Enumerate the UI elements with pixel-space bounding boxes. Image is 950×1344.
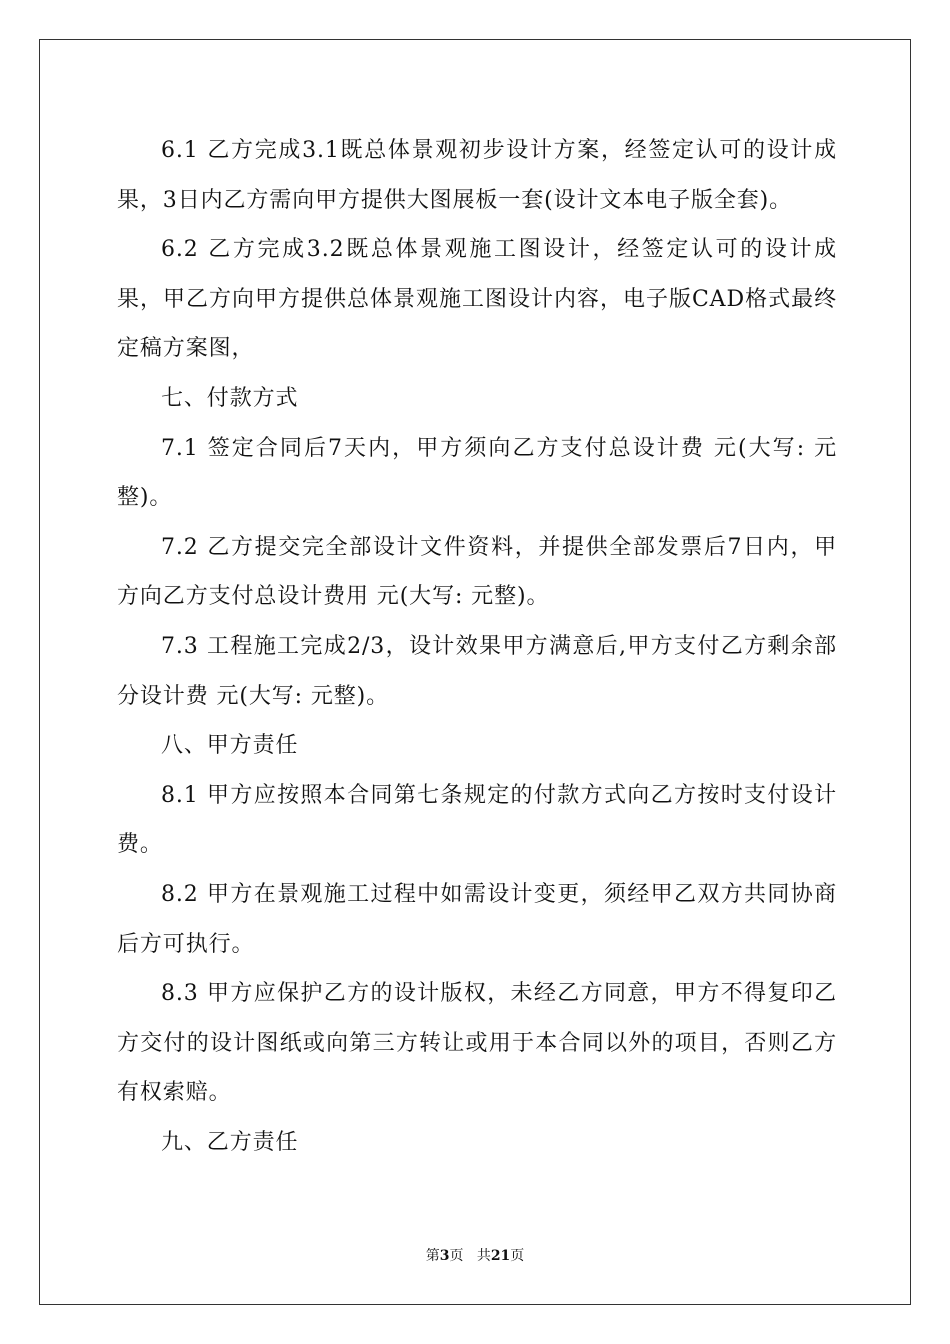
total-suffix: 页 — [510, 1248, 525, 1264]
clause-7-2: 7.2 乙方提交完全部设计文件资料，并提供全部发票后7日内，甲方向乙方支付总设计费用 元(大写: 元整)。 — [117, 534, 837, 610]
clause-6-1: 6.1 乙方完成3.1既总体景观初步设计方案，经签定认可的设计成果，3日内乙方需向甲方提供大图展板一套(设计文本电子版全套)。 — [117, 138, 837, 213]
document-body — [117, 126, 837, 1167]
clause-8-3: 8.3 甲方应保护乙方的设计版权，未经乙方同意，甲方不得复印乙方交付的设计图纸或向第三方转让或用于本合同以外的项目，否则乙方有权索赔。 — [117, 981, 837, 1106]
clause-8-2: 8.2 甲方在景观施工过程中如需设计变更，须经甲乙双方共同协商后方可执行。 — [117, 881, 837, 957]
section-heading-party-b: 九、乙方责任 — [161, 1129, 299, 1155]
clause-8-1: 8.1 甲方应按照本合同第七条规定的付款方式向乙方按时支付设计费。 — [117, 782, 837, 858]
clause-7-3: 7.3 工程施工完成2/3，设计效果甲方满意后,甲方支付乙方剩余部分设计费 元(大写: 元整)。 — [117, 633, 837, 709]
section-heading-payment: 七、付款方式 — [161, 385, 299, 411]
clause-6-2: 6.2 乙方完成3.2既总体景观施工图设计，经签定认可的设计成果，甲乙方向甲方提供总体景观施工图设计内容，电子版CAD格式最终定稿方案图， — [117, 237, 837, 362]
page-number: 3 — [439, 1248, 450, 1264]
page-footer — [0, 1247, 950, 1265]
section-heading-party-a: 八、甲方责任 — [161, 733, 299, 759]
page-suffix: 页 — [449, 1248, 464, 1264]
page-prefix: 第 — [425, 1248, 440, 1264]
total-prefix: 共 — [476, 1248, 491, 1264]
clause-7-1: 7.1 签定合同后7天内，甲方须向乙方支付总设计费 元(大写: 元整)。 — [117, 435, 837, 511]
total-pages: 21 — [490, 1248, 511, 1264]
